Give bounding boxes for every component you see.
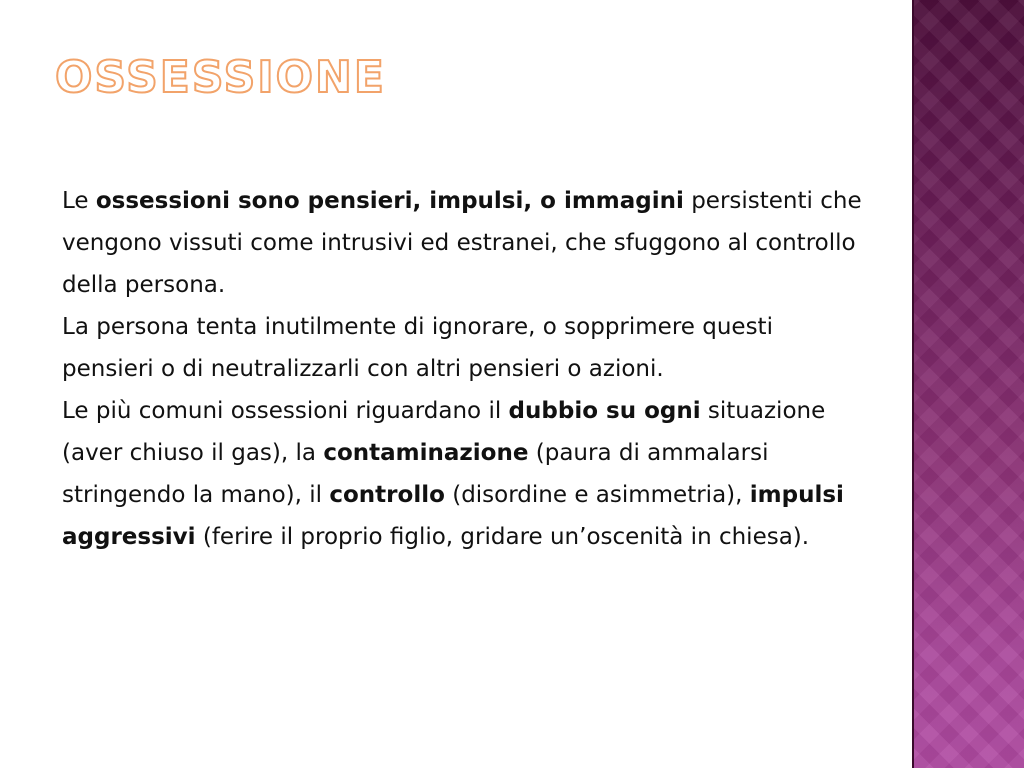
text-segment-bold: impulsi aggressivi bbox=[62, 482, 844, 550]
paragraph-common-obsessions bbox=[62, 390, 862, 558]
text-segment: situazione (aver chiuso il gas), la bbox=[62, 398, 826, 466]
text-segment: Le più comuni ossessioni riguardano il bbox=[62, 398, 509, 424]
text-segment: (paura di ammalarsi stringendo la mano), il bbox=[62, 440, 769, 508]
text-segment-bold: controllo bbox=[329, 482, 445, 508]
text-segment: (ferire il proprio figlio, gridare un’oscenità in chiesa). bbox=[195, 524, 810, 550]
text-segment-bold: dubbio su ogni bbox=[508, 398, 701, 424]
slide-title: OSSESSIONE bbox=[55, 52, 386, 103]
decorative-side-band bbox=[912, 0, 1024, 768]
text-segment: La persona tenta inutilmente di ignorare, o sopprimere questi pensieri o di neutralizzarli con altri pensieri o azioni. bbox=[62, 314, 773, 382]
paragraph-attempts bbox=[62, 306, 862, 390]
text-segment-bold: ossessioni sono pensieri, impulsi, o immagini bbox=[95, 188, 684, 214]
text-segment: (disordine e asimmetria), bbox=[444, 482, 750, 508]
text-segment: persistenti che vengono vissuti come intrusivi ed estranei, che sfuggono al controllo della persona. bbox=[62, 188, 862, 298]
text-segment-bold: contaminazione bbox=[323, 440, 529, 466]
slide-body bbox=[62, 180, 862, 558]
text-segment: Le bbox=[62, 188, 96, 214]
paragraph-definition bbox=[62, 180, 862, 306]
